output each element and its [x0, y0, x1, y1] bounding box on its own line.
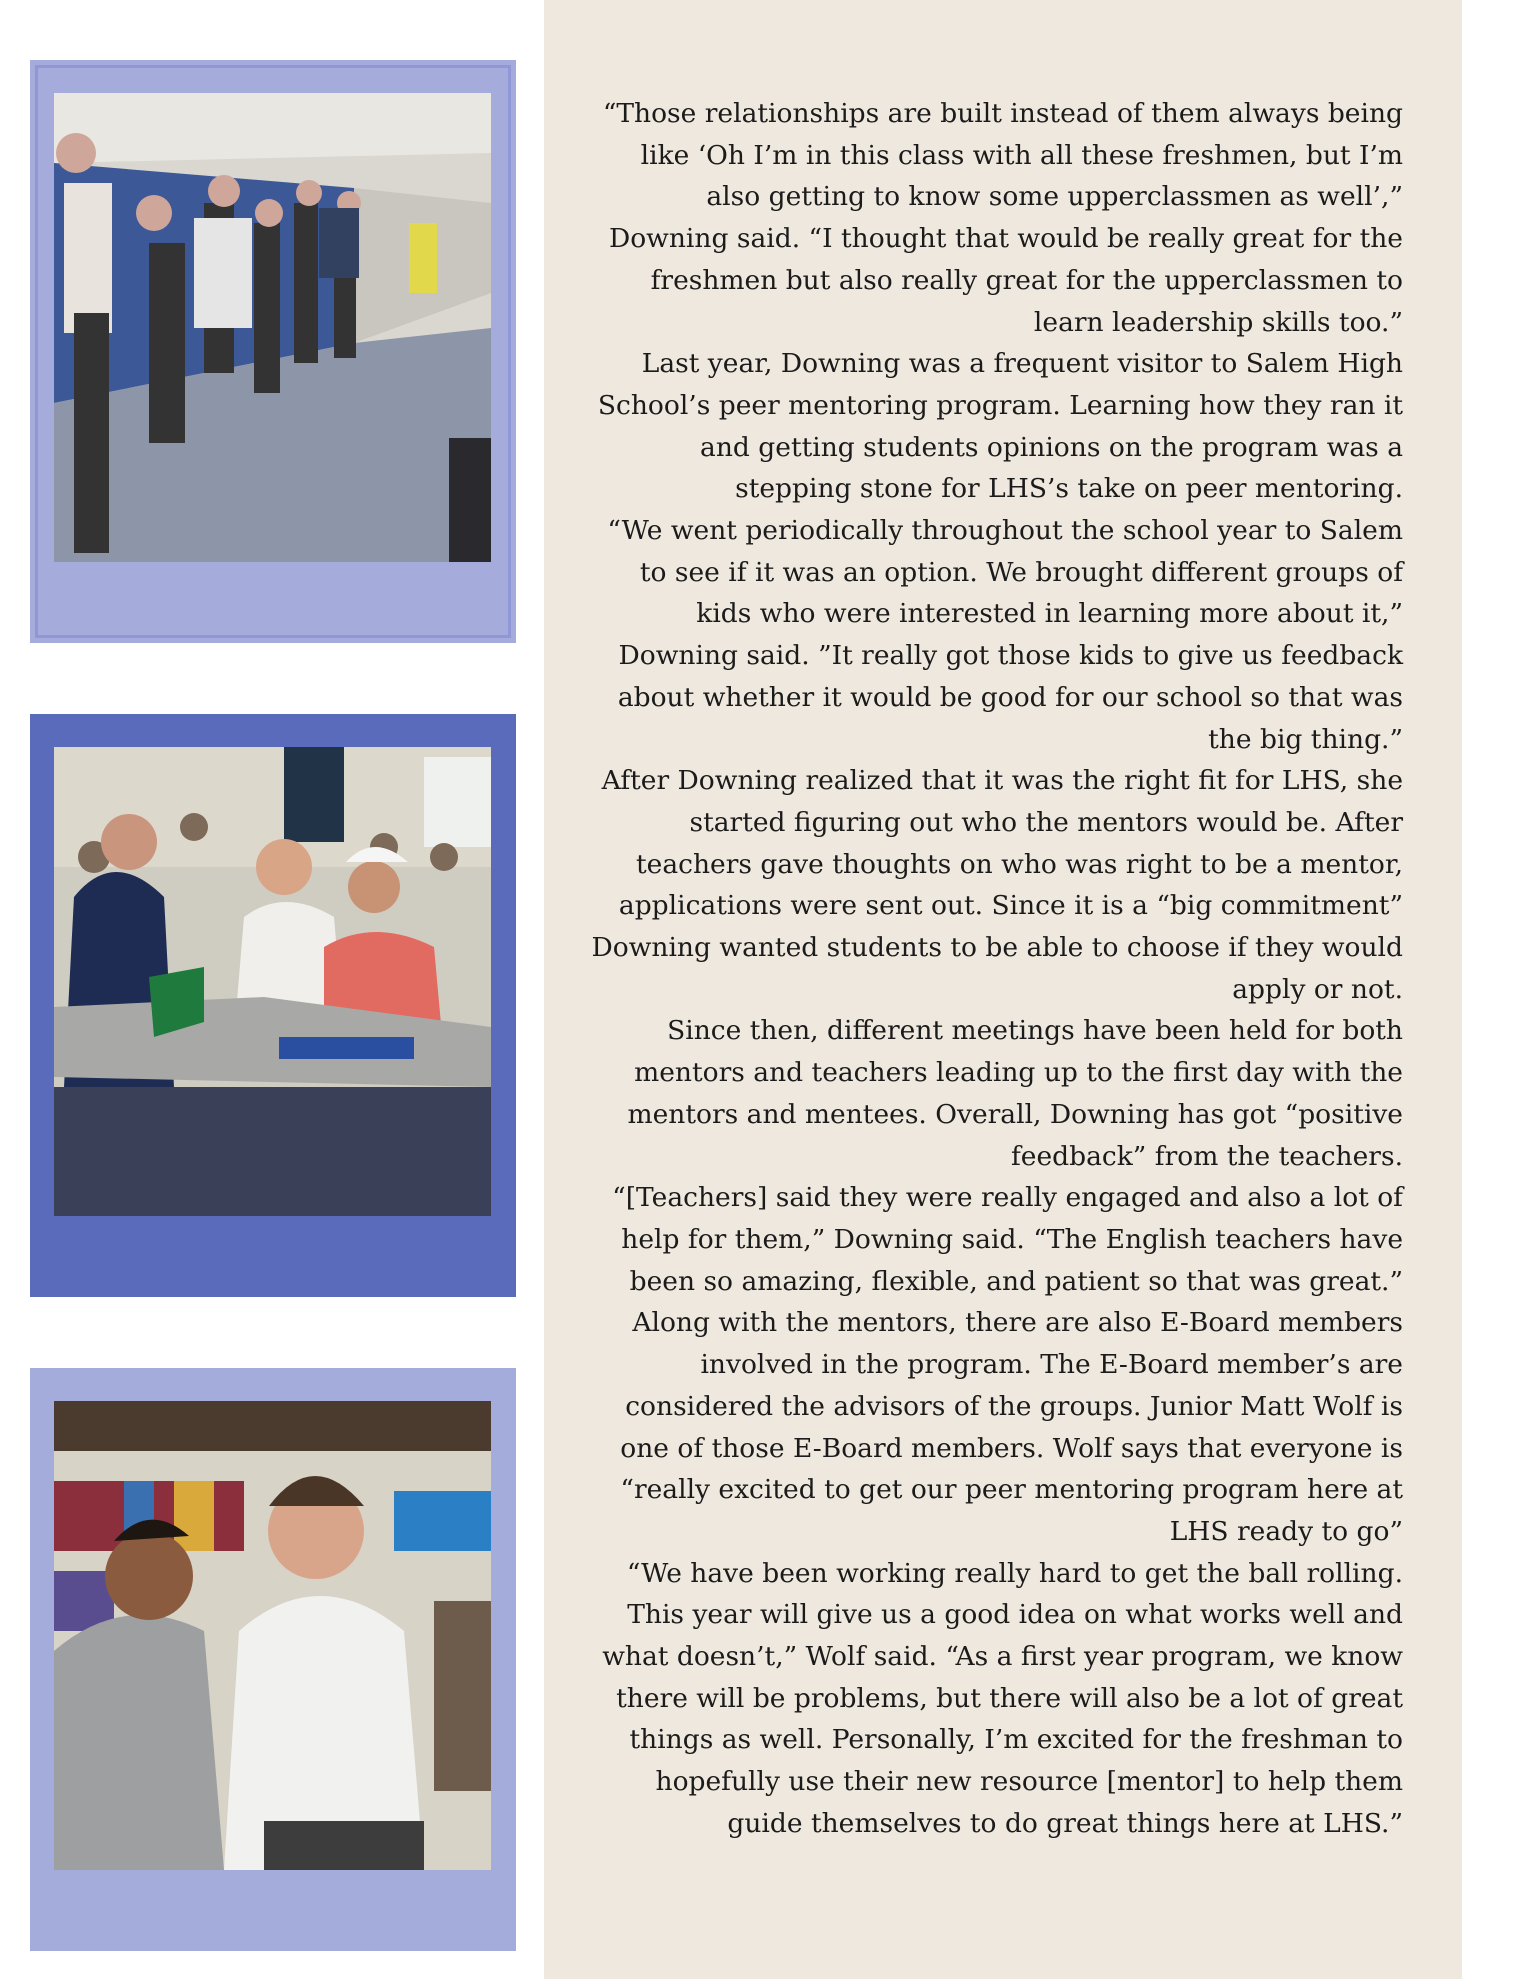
article-line: Downing wanted students to be able to choose if they would	[591, 932, 1403, 964]
photo-frame-1	[30, 60, 516, 643]
article-line: Last year, Downing was a frequent visitor to Salem High	[641, 348, 1403, 380]
article-line: LHS ready to go”	[1169, 1515, 1403, 1547]
article-line: This year will give us a good idea on what works well and	[627, 1599, 1403, 1631]
article-line: considered the advisors of the groups. Junior Matt Wolf is	[625, 1390, 1403, 1422]
article-line: what doesn’t,” Wolf said. “As a first year program, we know	[602, 1641, 1403, 1673]
article-line: things as well. Personally, I’m excited for the freshman to	[629, 1724, 1403, 1756]
article-line: School’s peer mentoring program. Learning how they ran it	[597, 389, 1403, 421]
article-line: guide themselves to do great things here at LHS.”	[727, 1807, 1403, 1839]
students-classroom-desks-photo	[54, 747, 491, 1216]
article-line: started figuring out who the mentors would be. After	[689, 806, 1403, 838]
article-line: Since then, different meetings have been held for both	[667, 1015, 1403, 1047]
article-line: one of those E-Board members. Wolf says that everyone is	[620, 1432, 1403, 1464]
photo-frame-3	[30, 1368, 516, 1951]
article-line: Downing said. ”It really got those kids to give us feedback	[618, 640, 1403, 672]
article-line: “[Teachers] said they were really engaged and also a lot of	[612, 1182, 1403, 1214]
article-line: Along with the mentors, there are also E-Board members	[632, 1307, 1403, 1339]
students-library-photo	[54, 1401, 491, 1870]
article-line: mentors and mentees. Overall, Downing has got “positive	[627, 1098, 1403, 1130]
article-line: to see if it was an option. We brought different groups of	[639, 556, 1403, 588]
article-line: mentors and teachers leading up to the first day with the	[634, 1057, 1403, 1089]
article-line: been so amazing, flexible, and patient so that was great.”	[629, 1265, 1403, 1297]
article-line: hopefully use their new resource [mentor] to help them	[655, 1766, 1403, 1798]
article-line: Downing said. “I thought that would be really great for the	[608, 223, 1403, 255]
article-line: “We have been working really hard to get the ball rolling.	[626, 1557, 1403, 1589]
article-line: “Those relationships are built instead of them always being	[602, 98, 1403, 129]
article-line: also getting to know some upperclassmen as well’,”	[706, 181, 1403, 213]
article-line: teachers gave thoughts on who was right to be a mentor,	[636, 848, 1403, 880]
article-line: help for them,” Downing said. “The English teachers have	[621, 1223, 1403, 1255]
article-line: “really excited to get our peer mentoring program here at	[620, 1474, 1403, 1506]
article-line: the big thing.”	[1208, 723, 1403, 755]
article-line: there will be problems, but there will also be a lot of great	[616, 1682, 1403, 1714]
article-line: about whether it would be good for our school so that was	[617, 681, 1403, 713]
article-line: After Downing realized that it was the right fit for LHS, she	[601, 765, 1403, 797]
article-line: feedback” from the teachers.	[1011, 1140, 1403, 1172]
article-line: involved in the program. The E-Board member’s are	[700, 1349, 1403, 1381]
article-line: kids who were interested in learning more about it,”	[696, 598, 1403, 630]
photo-frame-2	[30, 714, 516, 1297]
article-line: learn leadership skills too.”	[1033, 306, 1403, 338]
article-line: apply or not.	[1232, 973, 1403, 1005]
article-line: “We went periodically throughout the school year to Salem	[607, 515, 1403, 547]
article-line: freshmen but also really great for the upperclassmen to	[650, 264, 1403, 296]
article-text	[580, 93, 1403, 1845]
article-line: stepping stone for LHS’s take on peer mentoring.	[735, 473, 1403, 505]
article-line: applications were sent out. Since it is a “big commitment”	[618, 890, 1403, 922]
students-hallway-lockers-photo	[54, 93, 491, 562]
article-line: like ‘Oh I’m in this class with all these freshmen, but I’m	[640, 139, 1403, 171]
article-line: and getting students opinions on the program was a	[700, 431, 1403, 463]
